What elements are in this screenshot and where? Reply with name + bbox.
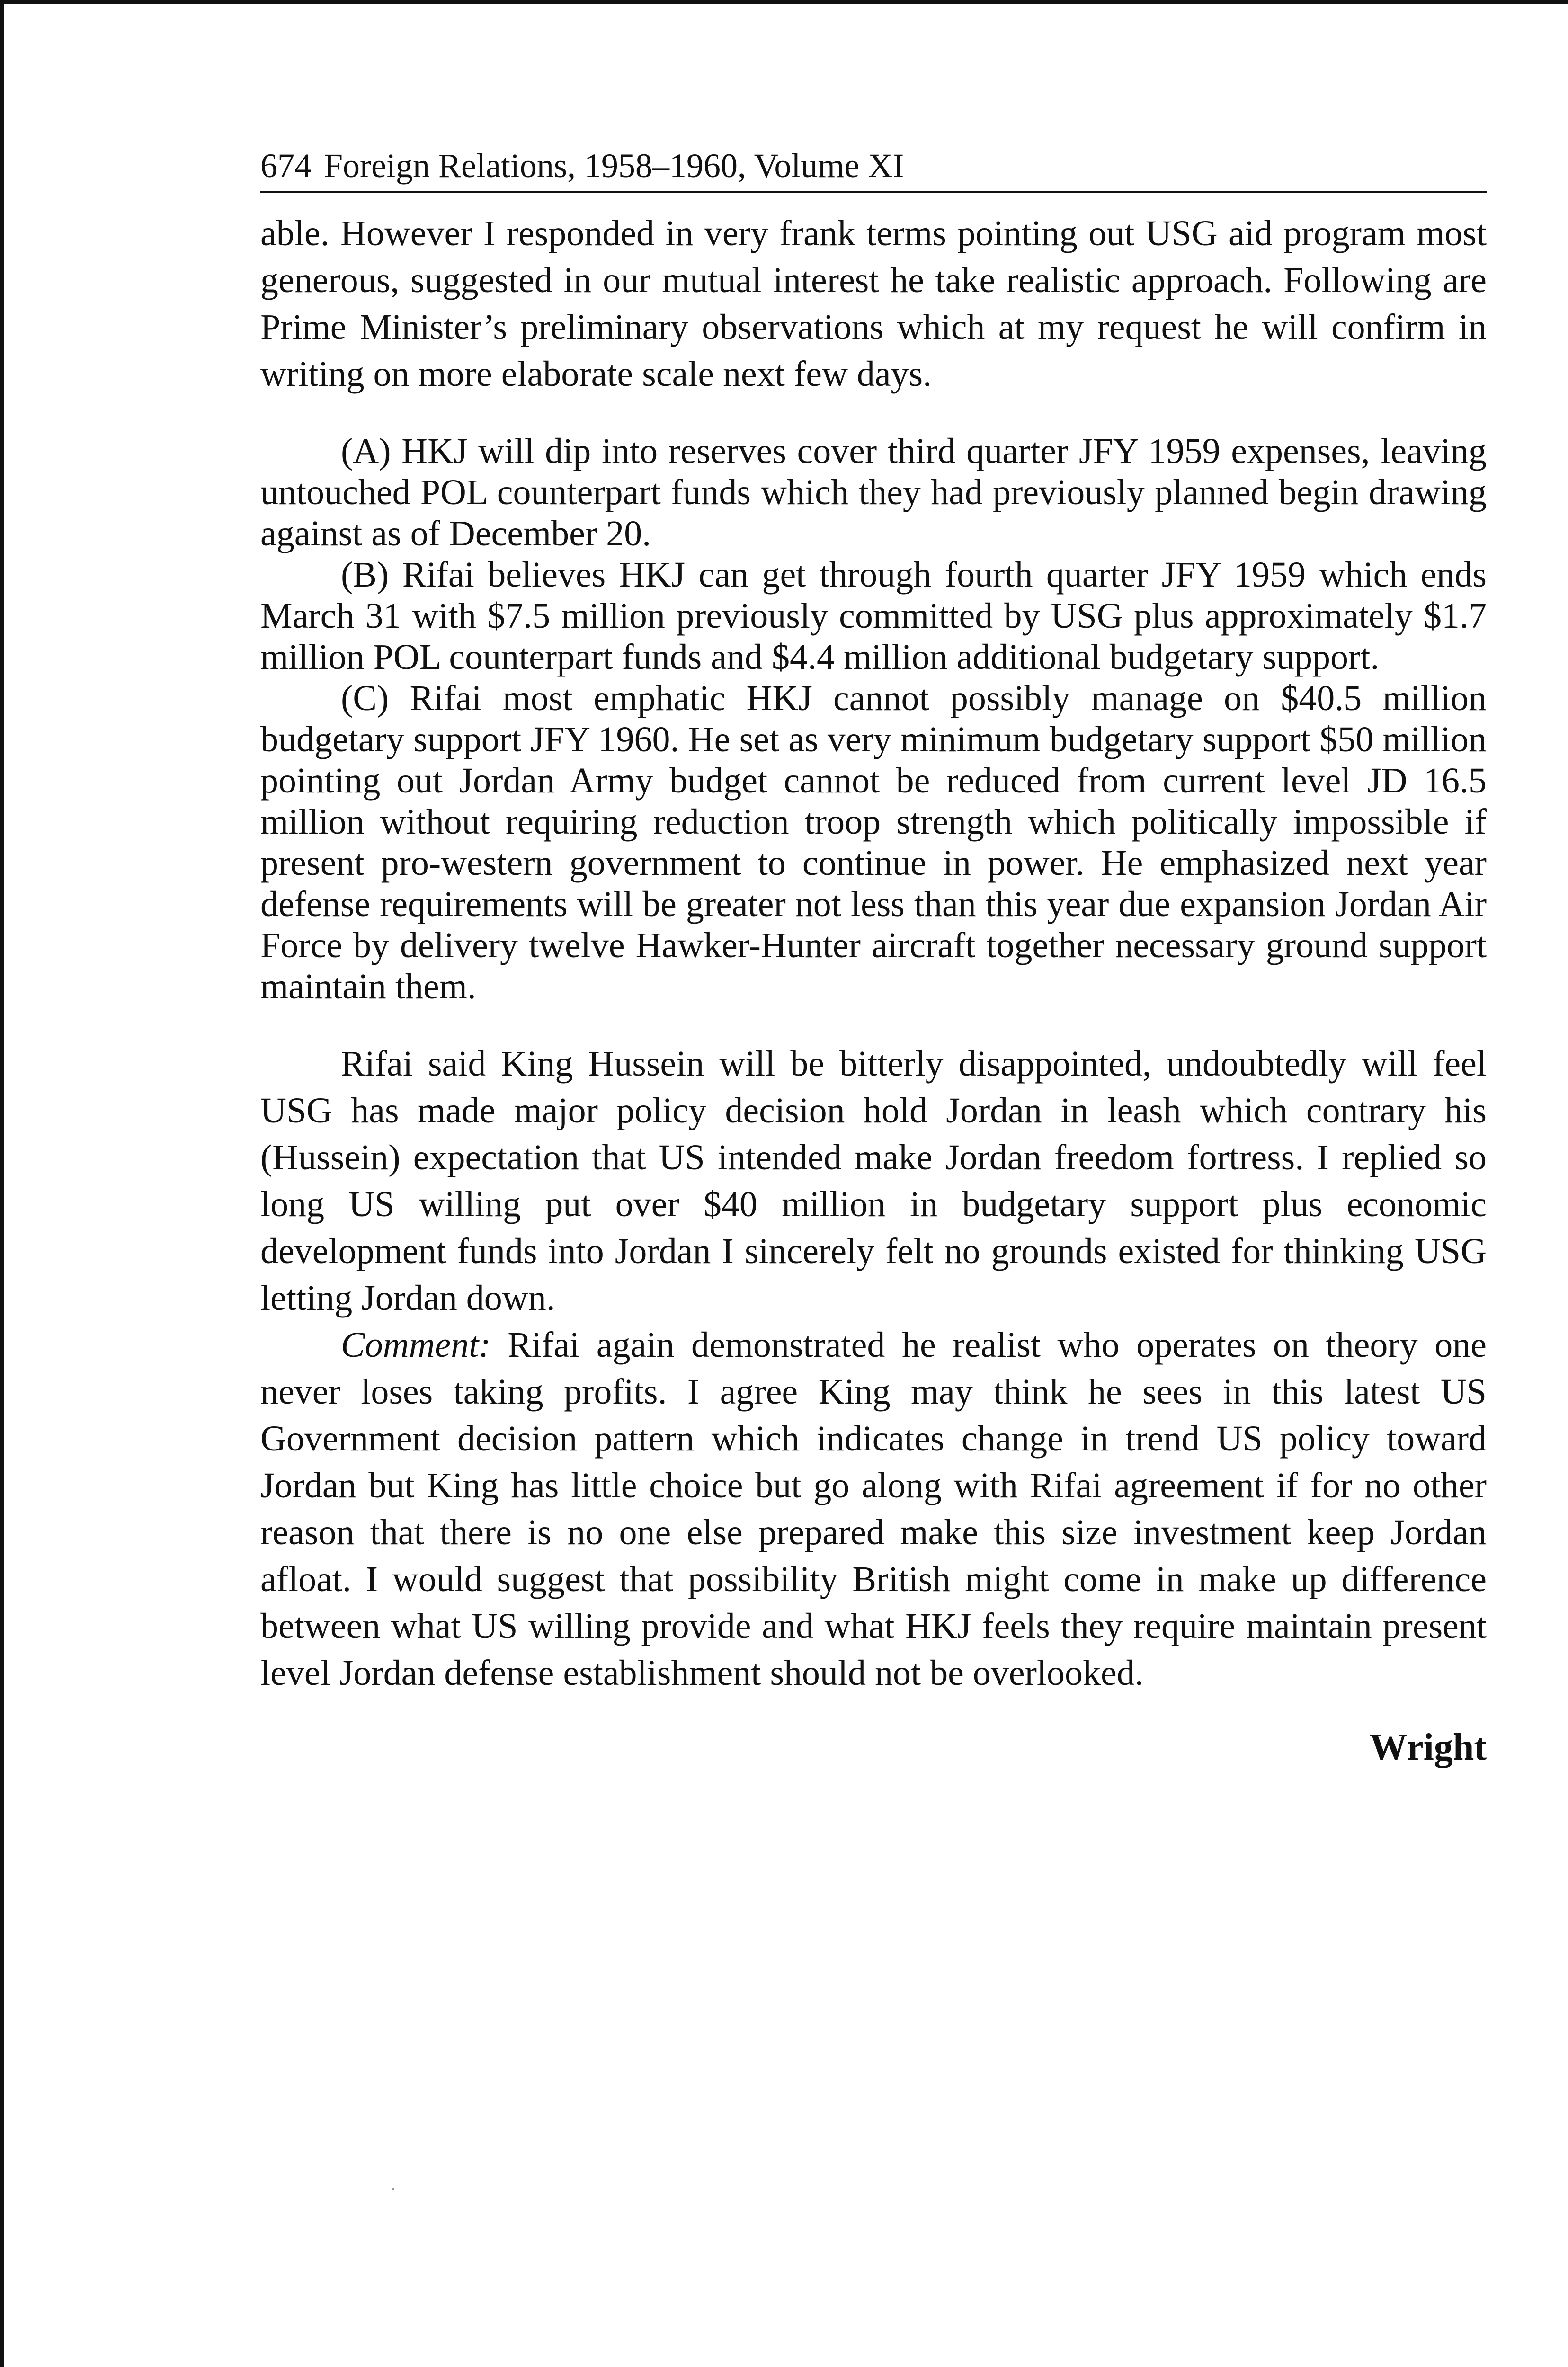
scan-border-left (0, 0, 4, 2367)
signature: Wright (1369, 1726, 1487, 1768)
paragraph-item-c: (C) Rifai most emphatic HKJ cannot possibly manage on $40.5 million budgetary support JFY 1960. He set as very minimum budgetary support $50 million pointing out Jordan Army budget cannot be reduced from current level JD 16.5 million without requiring reduction troop strength which politically impossible if present pro-western government to continue in power. He emphasized next year defense requirements will be greater not less than this year due expansion Jordan Air Force by delivery twelve Hawker-Hunter aircraft together necessary ground support maintain them. (260, 678, 1487, 1006)
paragraph-comment (260, 1322, 1487, 1697)
running-header (260, 144, 1487, 193)
paragraph-hussein: Rifai said King Hussein will be bitterly disappointed, undoubtedly will feel USG has made major policy decision hold Jordan in leash which contrary his (Hussein) expectation that US intended make Jordan freedom fortress. I replied so long US willing put over $40 million in budgetary support plus economic development funds into Jordan I sincerely felt no grounds existed for thinking USG letting Jordan down. (260, 1044, 1487, 1318)
page-number: 674 (260, 147, 312, 185)
scan-border-top (0, 0, 1568, 4)
comment-text: Rifai again demonstrated he realist who operates on theory one never loses taking profits. I agree King may think he sees in this latest US Government decision pattern which indicates change in trend US policy toward Jordan but King has little choice but go along with Rifai agreement if for no other reason that there is no one else prepared make this size investment keep Jordan afloat. I would suggest that possibility British might come in make up difference between what US willing provide and what HKJ feels they require maintain present level Jordan defense establishment should not be overlooked. (260, 1325, 1487, 1693)
document-body (260, 210, 1487, 1769)
paragraph-opening: able. However I responded in very frank terms pointing out USG aid program most generous, suggested in our mutual interest he take realistic approach. Following are Prime Minister’s preliminary observations which at my request he will confirm in writing on more elaborate scale next few days. (260, 214, 1487, 394)
document-page (260, 144, 1487, 1769)
paragraph-item-a: (A) HKJ will dip into reserves cover third quarter JFY 1959 expenses, leaving untouched POL counterpart funds which they had previously planned begin drawing against as of December 20. (260, 431, 1487, 553)
volume-title: Foreign Relations, 1958–1960, Volume XI (324, 147, 904, 185)
comment-label: Comment: (341, 1325, 491, 1365)
scan-speck (392, 2188, 394, 2190)
paragraph-item-b: (B) Rifai believes HKJ can get through fourth quarter JFY 1959 which ends March 31 with $7.5 million previously committed by USG plus approximately $1.7 million POL counterpart funds and $4.4 million additional budgetary support. (260, 555, 1487, 677)
